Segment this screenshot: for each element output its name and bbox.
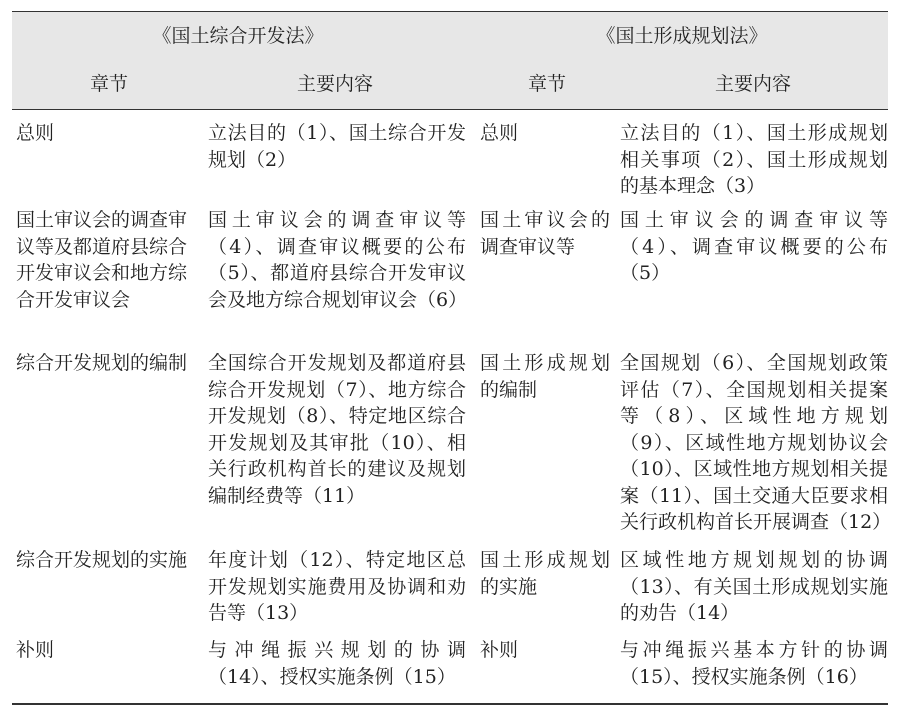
group-header-row	[12, 11, 888, 61]
column-header-row	[12, 60, 888, 110]
content-left-cell: 与冲绳振兴规划的协调（14）、授权实施条例（15）	[208, 639, 466, 688]
chapter-left-cell: 综合开发规划的编制	[16, 352, 188, 374]
table-bottom-rule	[12, 703, 888, 705]
column-header-content-left: 主要内容	[296, 73, 373, 95]
content-right-cell: 立法目的（1）、国土形成规划相关事项（2）、国土形成规划的基本理念（3）	[620, 122, 888, 197]
column-header-content-right: 主要内容	[714, 73, 791, 95]
content-right-cell: 全国规划（6）、全国规划政策评估（7）、全国规划相关提案等（8）、区域性地方规划（9）、区域性地方规划协议会（10）、区域性地方规划相关提案（11）、国土交通大臣要求相关行政机构首长开展调查（12）	[620, 352, 892, 533]
content-left-cell: 年度计划（12）、特定地区总开发规划实施费用及协调和劝告等（13）	[208, 549, 466, 624]
chapter-right-cell: 国土形成规划的编制	[480, 352, 610, 401]
content-left-cell: 立法目的（1）、国土综合开发规划（2）	[208, 122, 466, 171]
column-header-chapter-right: 章节	[527, 73, 566, 95]
column-header-chapter-left: 章节	[89, 73, 128, 95]
chapter-right-cell: 国土形成规划的实施	[480, 549, 610, 598]
content-left-cell: 全国综合开发规划及都道府县综合开发规划（7）、地方综合开发规划（8）、特定地区综合开发规划及其审批（10）、相关行政机构首长的建议及规划编制经费等（11）	[208, 352, 466, 507]
content-right-cell: 国土审议会的调查审议等（4）、调查审议概要的公布（5）	[620, 209, 888, 284]
chapter-left-cell: 国土审议会的调查审议等及都道府县综合开发审议会和地方综合开发审议会	[16, 209, 188, 311]
group-header-left: 《国土综合开发法》	[152, 25, 324, 47]
content-right-cell: 与冲绳振兴基本方针的协调（15）、授权实施条例（16）	[620, 639, 888, 688]
chapter-left-cell: 补则	[16, 639, 55, 661]
chapter-left-cell: 综合开发规划的实施	[16, 549, 188, 571]
chapter-right-cell: 国土审议会的调查审议等	[480, 209, 610, 258]
content-left-cell: 国土审议会的调查审议等（4）、调查审议概要的公布（5）、都道府县综合开发审议会及地方综合规划审议会（6）	[208, 209, 468, 311]
group-header-right: 《国土形成规划法》	[596, 25, 768, 47]
content-right-cell: 区域性地方规划规划的协调（13）、有关国土形成规划实施的劝告（14）	[620, 549, 888, 624]
chapter-left-cell: 总则	[16, 122, 55, 144]
chapter-right-cell: 总则	[480, 122, 519, 144]
chapter-right-cell: 补则	[480, 639, 519, 661]
